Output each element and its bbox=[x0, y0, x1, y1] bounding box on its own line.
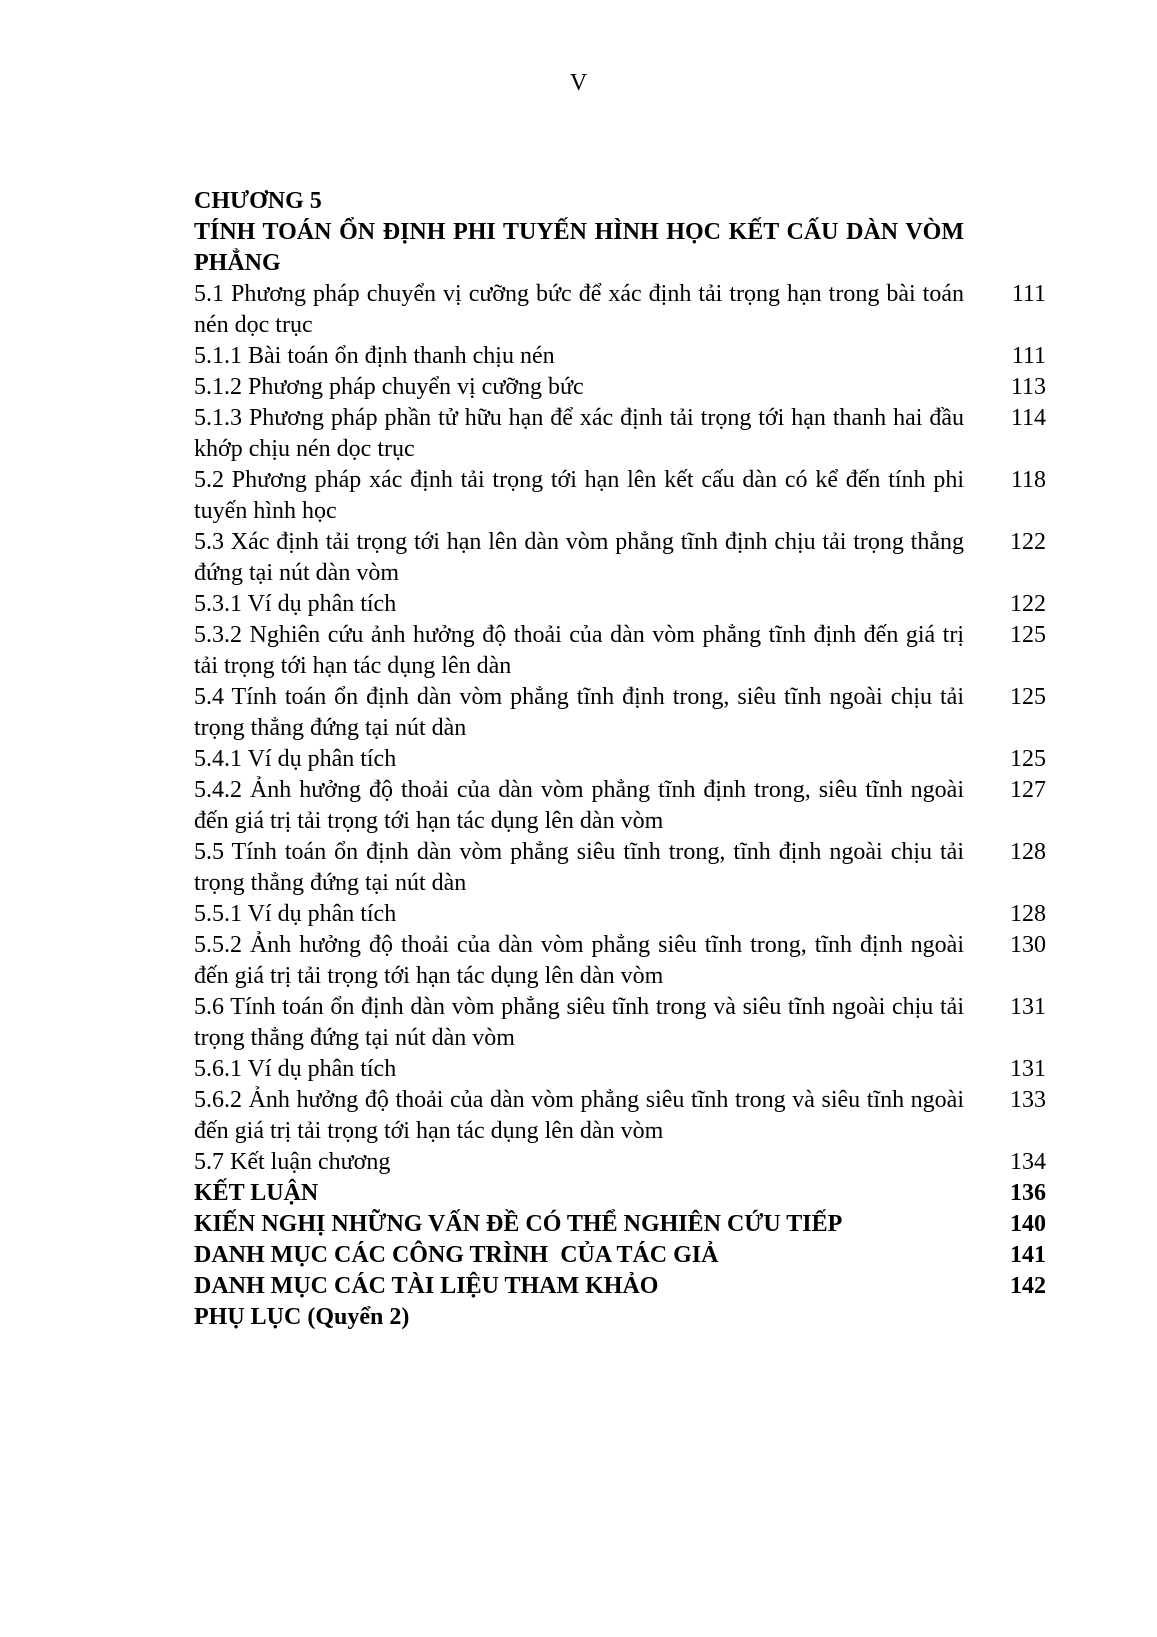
toc-entry-5-4-1 bbox=[194, 744, 1046, 775]
toc-entry-text: 5.7 Kết luận chương bbox=[194, 1149, 391, 1175]
toc-entry-text: DANH MỤC CÁC TÀI LIỆU THAM KHẢO bbox=[194, 1273, 659, 1299]
chapter-label: CHƯƠNG 5 bbox=[194, 188, 322, 214]
toc-entry-text: 5.5.2 Ảnh hưởng độ thoải của dàn vòm phẳng siêu tĩnh trong, tĩnh định ngoài đến giá trị tải trọng tới hạn tác dụng lên dàn vòm bbox=[194, 932, 964, 989]
toc-entry-5-6-2 bbox=[194, 1085, 1046, 1147]
toc-entry-5-6-1 bbox=[194, 1054, 1046, 1085]
toc-entry-5-5 bbox=[194, 837, 1046, 899]
toc-entry-text: 5.5.1 Ví dụ phân tích bbox=[194, 901, 397, 927]
toc-entry-recommendations bbox=[194, 1209, 1046, 1240]
toc-entry-page: 134 bbox=[1010, 1149, 1046, 1175]
toc-entry-5-5-1 bbox=[194, 899, 1046, 930]
toc-entry-text: 5.3 Xác định tải trọng tới hạn lên dàn vòm phẳng tĩnh định chịu tải trọng thẳng đứng tại nút dàn vòm bbox=[194, 529, 964, 586]
toc-entry-page: 130 bbox=[1010, 932, 1046, 958]
toc-entry-text: 5.1.3 Phương pháp phần tử hữu hạn để xác định tải trọng tới hạn thanh hai đầu khớp chịu nén dọc trục bbox=[194, 405, 964, 462]
toc-entry-conclusion bbox=[194, 1178, 1046, 1209]
toc-entry-page: 118 bbox=[1010, 467, 1046, 493]
toc-entry-page: 127 bbox=[1010, 777, 1046, 803]
toc-entry-page: 125 bbox=[1010, 622, 1046, 648]
toc-entry-5-6 bbox=[194, 992, 1046, 1054]
toc-entry-5-1-3 bbox=[194, 403, 1046, 465]
toc-entry-text: 5.2 Phương pháp xác định tải trọng tới hạn lên kết cấu dàn có kể đến tính phi tuyến hình học bbox=[194, 467, 964, 524]
toc-entry-text: KẾT LUẬN bbox=[194, 1180, 319, 1206]
toc-entry-5-3 bbox=[194, 527, 1046, 589]
toc-entry-page: 133 bbox=[1010, 1087, 1046, 1113]
toc-entry-text: 5.4.1 Ví dụ phân tích bbox=[194, 746, 397, 772]
toc-entry-text: 5.3.1 Ví dụ phân tích bbox=[194, 591, 397, 617]
toc-entry-text: 5.4.2 Ảnh hưởng độ thoải của dàn vòm phẳng tĩnh định trong, siêu tĩnh ngoài đến giá trị tải trọng tới hạn tác dụng lên dàn vòm bbox=[194, 777, 964, 834]
toc-entry-page: 141 bbox=[1010, 1242, 1046, 1268]
toc-entry-appendix bbox=[194, 1302, 1046, 1333]
toc-entry-page: 113 bbox=[1010, 374, 1046, 400]
toc-entry-page: 128 bbox=[1010, 901, 1046, 927]
table-of-contents bbox=[194, 186, 1046, 1333]
toc-entry-5-1 bbox=[194, 279, 1046, 341]
toc-entry-text: DANH MỤC CÁC CÔNG TRÌNH CỦA TÁC GIẢ bbox=[194, 1242, 719, 1268]
toc-entry-text: 5.6.2 Ảnh hưởng độ thoải của dàn vòm phẳng siêu tĩnh trong và siêu tĩnh ngoài đến giá trị tải trọng tới hạn tác dụng lên dàn vòm bbox=[194, 1087, 964, 1144]
toc-entry-text: 5.5 Tính toán ổn định dàn vòm phẳng siêu tĩnh trong, tĩnh định ngoài chịu tải trọng thẳng đứng tại nút dàn bbox=[194, 839, 964, 896]
toc-entry-page: 122 bbox=[1010, 591, 1046, 617]
toc-entry-page: 125 bbox=[1010, 746, 1046, 772]
toc-entry-page: 125 bbox=[1010, 684, 1046, 710]
toc-entry-text: 5.1.2 Phương pháp chuyển vị cưỡng bức bbox=[194, 374, 584, 400]
toc-entry-text: 5.6.1 Ví dụ phân tích bbox=[194, 1056, 397, 1082]
toc-entry-5-3-1 bbox=[194, 589, 1046, 620]
chapter-title: TÍNH TOÁN ỔN ĐỊNH PHI TUYẾN HÌNH HỌC KẾT CẤU DÀN VÒM PHẲNG bbox=[194, 219, 964, 276]
toc-entry-5-5-2 bbox=[194, 930, 1046, 992]
toc-entry-page: 136 bbox=[1010, 1180, 1046, 1206]
toc-entry-page: 111 bbox=[1011, 343, 1046, 369]
toc-entry-5-4-2 bbox=[194, 775, 1046, 837]
toc-entry-5-4 bbox=[194, 682, 1046, 744]
toc-entry-text: KIẾN NGHỊ NHỮNG VẤN ĐỀ CÓ THỂ NGHIÊN CỨU TIẾP bbox=[194, 1211, 843, 1237]
toc-entry-page: 142 bbox=[1010, 1273, 1046, 1299]
toc-entry-5-3-2 bbox=[194, 620, 1046, 682]
toc-entry-page: 128 bbox=[1010, 839, 1046, 865]
toc-entry-page: 114 bbox=[1010, 405, 1046, 431]
toc-entry-5-1-1 bbox=[194, 341, 1046, 372]
toc-entry-references bbox=[194, 1271, 1046, 1302]
toc-entry-text: 5.3.2 Nghiên cứu ảnh hưởng độ thoải của dàn vòm phẳng tĩnh định đến giá trị tải trọng tới hạn tác dụng lên dàn bbox=[194, 622, 964, 679]
toc-entry-text: 5.4 Tính toán ổn định dàn vòm phẳng tĩnh định trong, siêu tĩnh ngoài chịu tải trọng thẳng đứng tại nút dàn bbox=[194, 684, 964, 741]
toc-entry-5-7 bbox=[194, 1147, 1046, 1178]
toc-entry-page: 131 bbox=[1010, 994, 1046, 1020]
toc-entry-text: 5.1.1 Bài toán ổn định thanh chịu nén bbox=[194, 343, 555, 369]
toc-entry-author-works bbox=[194, 1240, 1046, 1271]
toc-entry-page: 111 bbox=[1011, 281, 1046, 307]
toc-entry-text: 5.1 Phương pháp chuyển vị cưỡng bức để xác định tải trọng hạn trong bài toán nén dọc trục bbox=[194, 281, 964, 338]
toc-entry-5-2 bbox=[194, 465, 1046, 527]
toc-entry-text: PHỤ LỤC (Quyển 2) bbox=[194, 1304, 410, 1330]
page-number: V bbox=[569, 70, 588, 96]
toc-entry-text: 5.6 Tính toán ổn định dàn vòm phẳng siêu tĩnh trong và siêu tĩnh ngoài chịu tải trọng thẳng đứng tại nút dàn vòm bbox=[194, 994, 964, 1051]
toc-entry-5-1-2 bbox=[194, 372, 1046, 403]
toc-entry-page: 122 bbox=[1010, 529, 1046, 555]
toc-entry-page: 140 bbox=[1010, 1211, 1046, 1237]
toc-entry-page: 131 bbox=[1010, 1056, 1046, 1082]
